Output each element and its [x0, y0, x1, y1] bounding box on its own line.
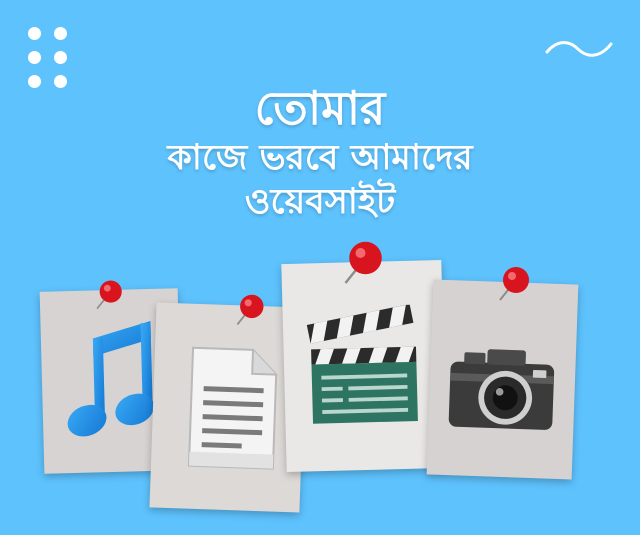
- music-note-icon: [62, 315, 165, 448]
- pushpin-icon: [494, 264, 534, 304]
- pushpin-icon: [92, 278, 126, 312]
- headline-line-2: কাজে ভরবে আমাদের: [167, 138, 473, 178]
- wave-icon: [545, 36, 613, 62]
- pushpin-icon: [232, 292, 268, 328]
- camera-icon: [442, 340, 561, 440]
- headline-line-3: ওয়েবসাইট: [244, 182, 396, 222]
- document-icon: [181, 343, 285, 476]
- clapperboard-icon: [300, 304, 427, 431]
- headline-line-1: তোমার: [254, 81, 386, 135]
- headline: [0, 82, 640, 224]
- photo-card: [427, 280, 579, 480]
- pushpin-icon: [338, 238, 388, 288]
- video-card: [281, 260, 446, 472]
